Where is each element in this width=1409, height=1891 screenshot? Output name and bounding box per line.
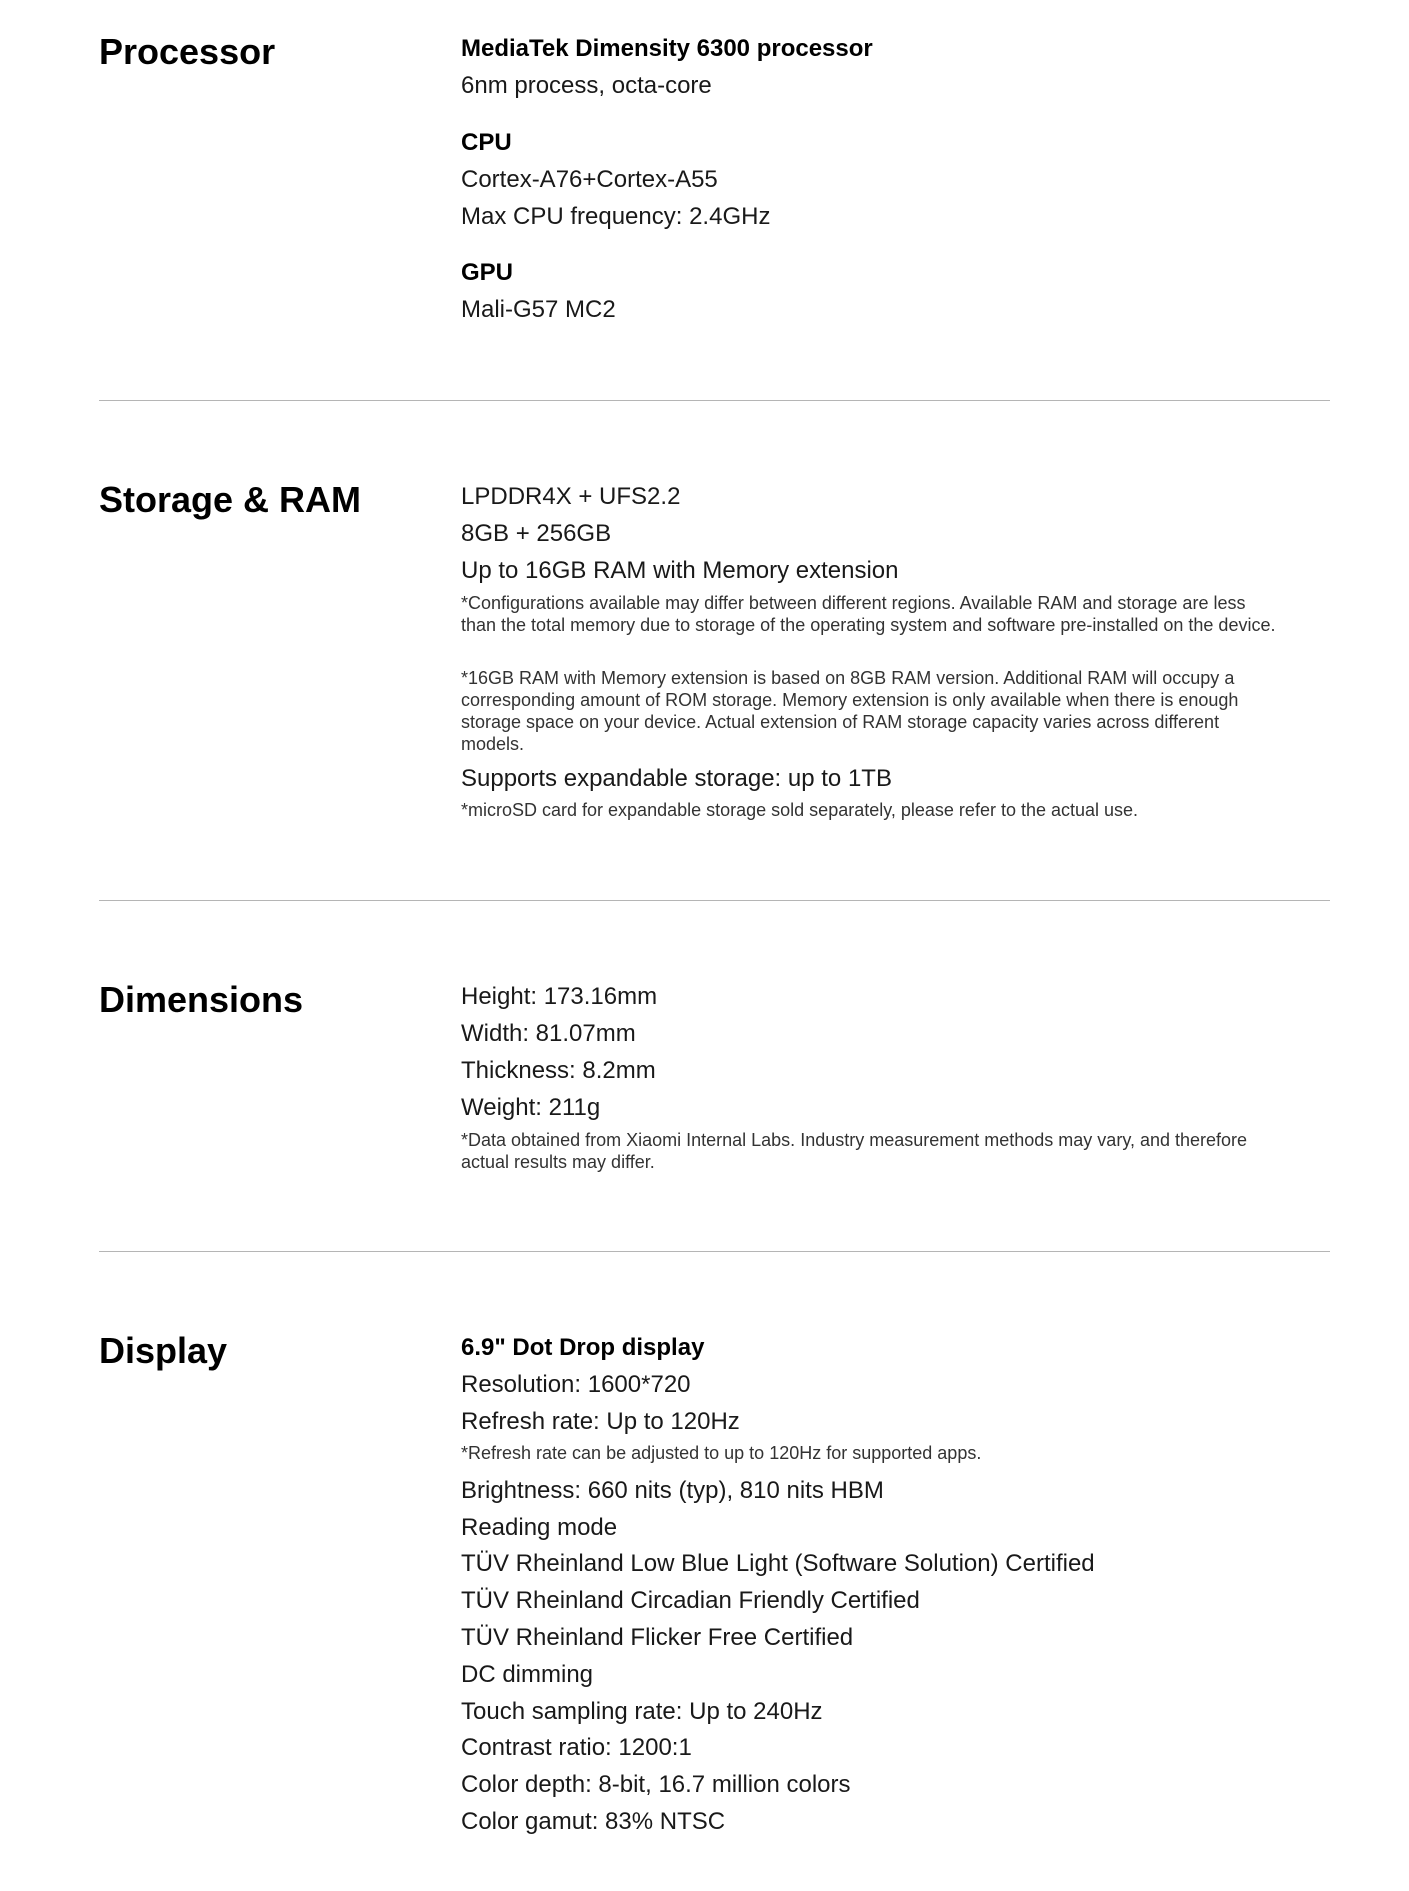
color-gamut: Color gamut: 83% NTSC <box>461 1808 726 1835</box>
display-title: Display <box>99 1330 228 1371</box>
storage-title: Storage & RAM <box>99 479 362 520</box>
color-depth: Color depth: 8-bit, 16.7 million colors <box>461 1771 851 1798</box>
cpu-cores: Cortex-A76+Cortex-A55 <box>461 166 718 193</box>
section-divider <box>99 1251 1330 1252</box>
dc-dimming: DC dimming <box>461 1661 594 1688</box>
tuv-flicker-free: TÜV Rheinland Flicker Free Certified <box>461 1624 854 1651</box>
display-resolution: Resolution: 1600*720 <box>461 1371 691 1398</box>
dimensions-title: Dimensions <box>99 979 304 1020</box>
touch-sampling-rate: Touch sampling rate: Up to 240Hz <box>461 1698 823 1725</box>
memory-extension: Up to 16GB RAM with Memory extension <box>461 557 899 584</box>
processor-chip: MediaTek Dimensity 6300 processor <box>461 35 873 62</box>
processor-title: Processor <box>99 31 276 72</box>
display-brightness: Brightness: 660 nits (typ), 810 nits HBM <box>461 1477 884 1504</box>
dimension-height: Height: 173.16mm <box>461 983 658 1010</box>
dimensions-note: *Data obtained from Xiaomi Internal Labs. Industry measurement methods may vary, and therefore actual results may differ. <box>461 1130 1248 1172</box>
section-divider <box>99 400 1330 401</box>
dimension-thickness: Thickness: 8.2mm <box>461 1057 656 1084</box>
storage-config-note: *Configurations available may differ between different regions. Available RAM and storage are less than the total memory due to storage of the operating system and software pre-installed on the device. <box>461 593 1276 635</box>
section-divider <box>99 900 1330 901</box>
tuv-low-blue-light: TÜV Rheinland Low Blue Light (Software Solution) Certified <box>461 1550 1095 1577</box>
contrast-ratio: Contrast ratio: 1200:1 <box>461 1734 692 1761</box>
microsd-note: *microSD card for expandable storage sold separately, please refer to the actual use. <box>461 800 1139 820</box>
memory-extension-note: *16GB RAM with Memory extension is based on 8GB RAM version. Additional RAM will occupy a corresponding amount of ROM storage. Memory extension is only available when there is enough storage space on your device. Actual extension of RAM storage capacity varies across different models. <box>461 668 1239 754</box>
reading-mode: Reading mode <box>461 1514 618 1541</box>
gpu-model: Mali-G57 MC2 <box>461 296 616 323</box>
storage-config: 8GB + 256GB <box>461 520 612 547</box>
dimension-width: Width: 81.07mm <box>461 1020 636 1047</box>
expandable-storage: Supports expandable storage: up to 1TB <box>461 765 892 792</box>
storage-type: LPDDR4X + UFS2.2 <box>461 483 681 510</box>
gpu-label: GPU <box>461 259 514 286</box>
processor-process: 6nm process, octa-core <box>461 72 712 99</box>
display-refresh-rate: Refresh rate: Up to 120Hz <box>461 1408 740 1435</box>
dimension-weight: Weight: 211g <box>461 1094 601 1121</box>
display-headline: 6.9" Dot Drop display <box>461 1334 705 1361</box>
refresh-rate-note: *Refresh rate can be adjusted to up to 120Hz for supported apps. <box>461 1443 982 1463</box>
cpu-frequency: Max CPU frequency: 2.4GHz <box>461 203 771 230</box>
cpu-label: CPU <box>461 129 512 156</box>
tuv-circadian-friendly: TÜV Rheinland Circadian Friendly Certified <box>461 1587 920 1614</box>
